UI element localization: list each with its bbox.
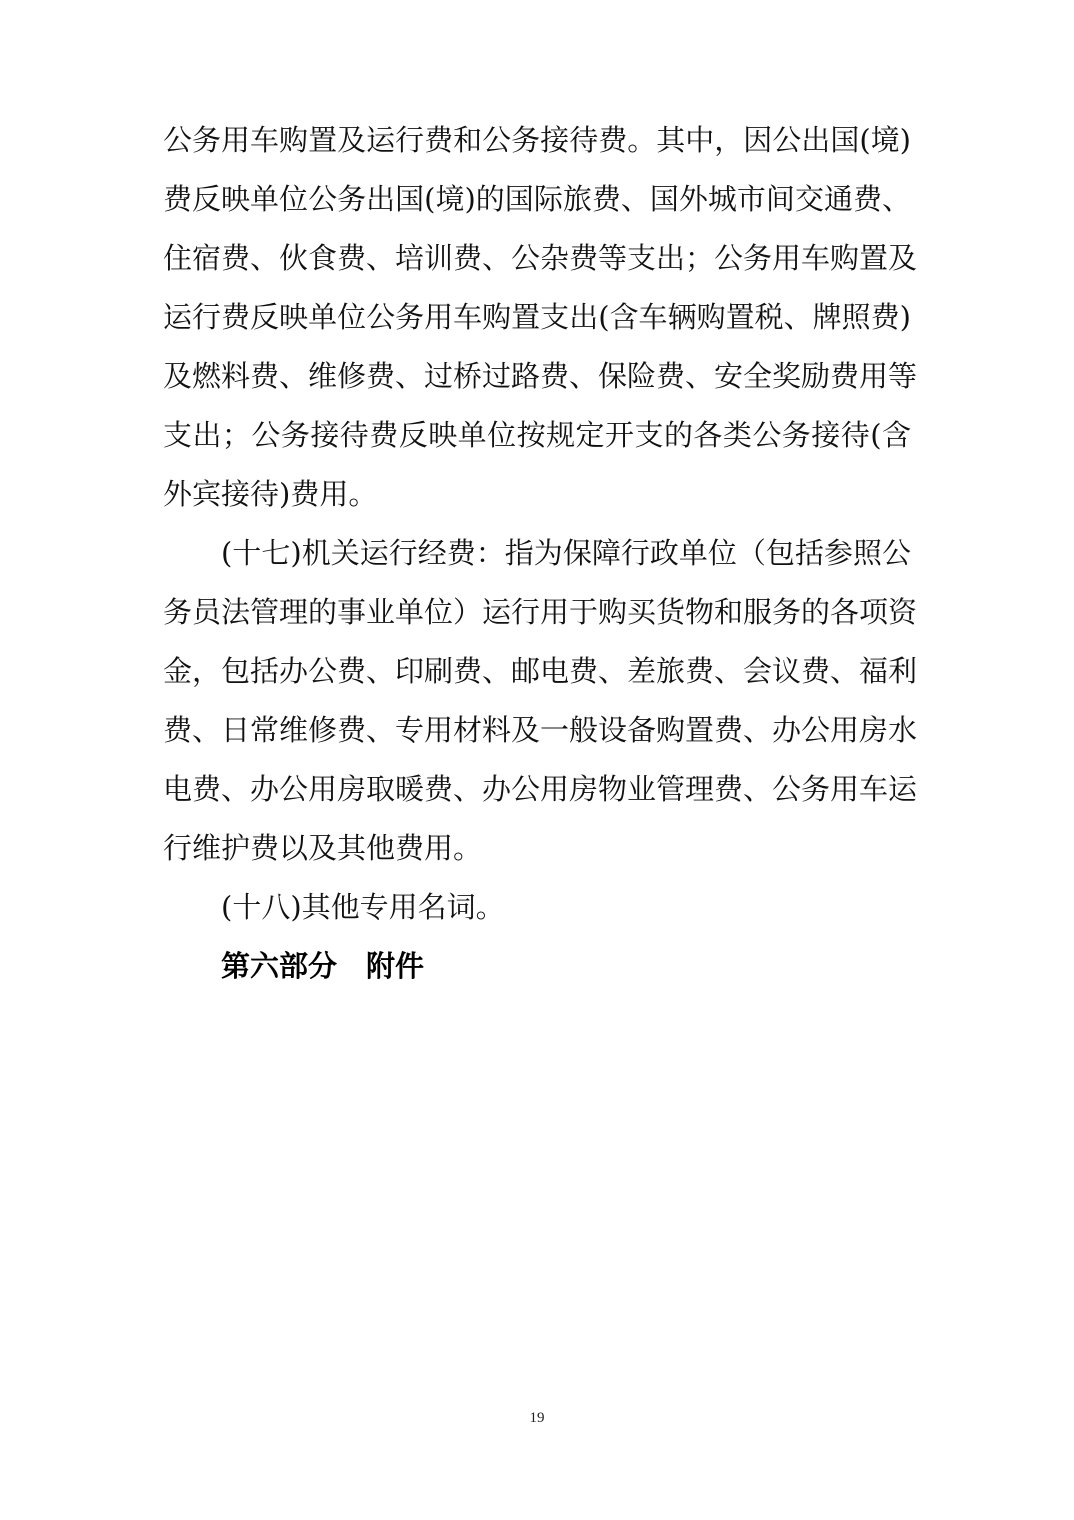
- body-line: 电费、办公用房取暖费、办公用房物业管理费、公务用车运: [163, 772, 918, 806]
- body-line: 及燃料费、维修费、过桥过路费、保险费、安全奖励费用等: [163, 359, 918, 393]
- body-line: 外宾接待)费用。: [163, 477, 378, 511]
- section-heading: 第六部分 附件: [221, 949, 425, 983]
- body-line: 务员法管理的事业单位）运行用于购买货物和服务的各项资: [163, 595, 918, 629]
- paragraph-start-line: (十八)其他专用名词。: [221, 890, 505, 924]
- paragraph-start-line: (十七)机关运行经费：指为保障行政单位（包括参照公: [221, 536, 911, 570]
- body-line: 费反映单位公务出国(境)的国际旅费、国外城市间交通费、: [163, 182, 911, 216]
- body-line: 住宿费、伙食费、培训费、公杂费等支出；公务用车购置及: [163, 241, 918, 275]
- body-line: 支出；公务接待费反映单位按规定开支的各类公务接待(含: [163, 418, 911, 452]
- body-line: 运行费反映单位公务用车购置支出(含车辆购置税、牌照费): [163, 300, 911, 334]
- body-line: 费、日常维修费、专用材料及一般设备购置费、办公用房水: [163, 713, 918, 747]
- body-line: 金，包括办公费、印刷费、邮电费、差旅费、会议费、福利: [163, 654, 918, 688]
- body-line: 行维护费以及其他费用。: [163, 831, 483, 865]
- body-line: 公务用车购置及运行费和公务接待费。其中，因公出国(境): [163, 123, 911, 157]
- page-number: 19: [529, 1410, 545, 1426]
